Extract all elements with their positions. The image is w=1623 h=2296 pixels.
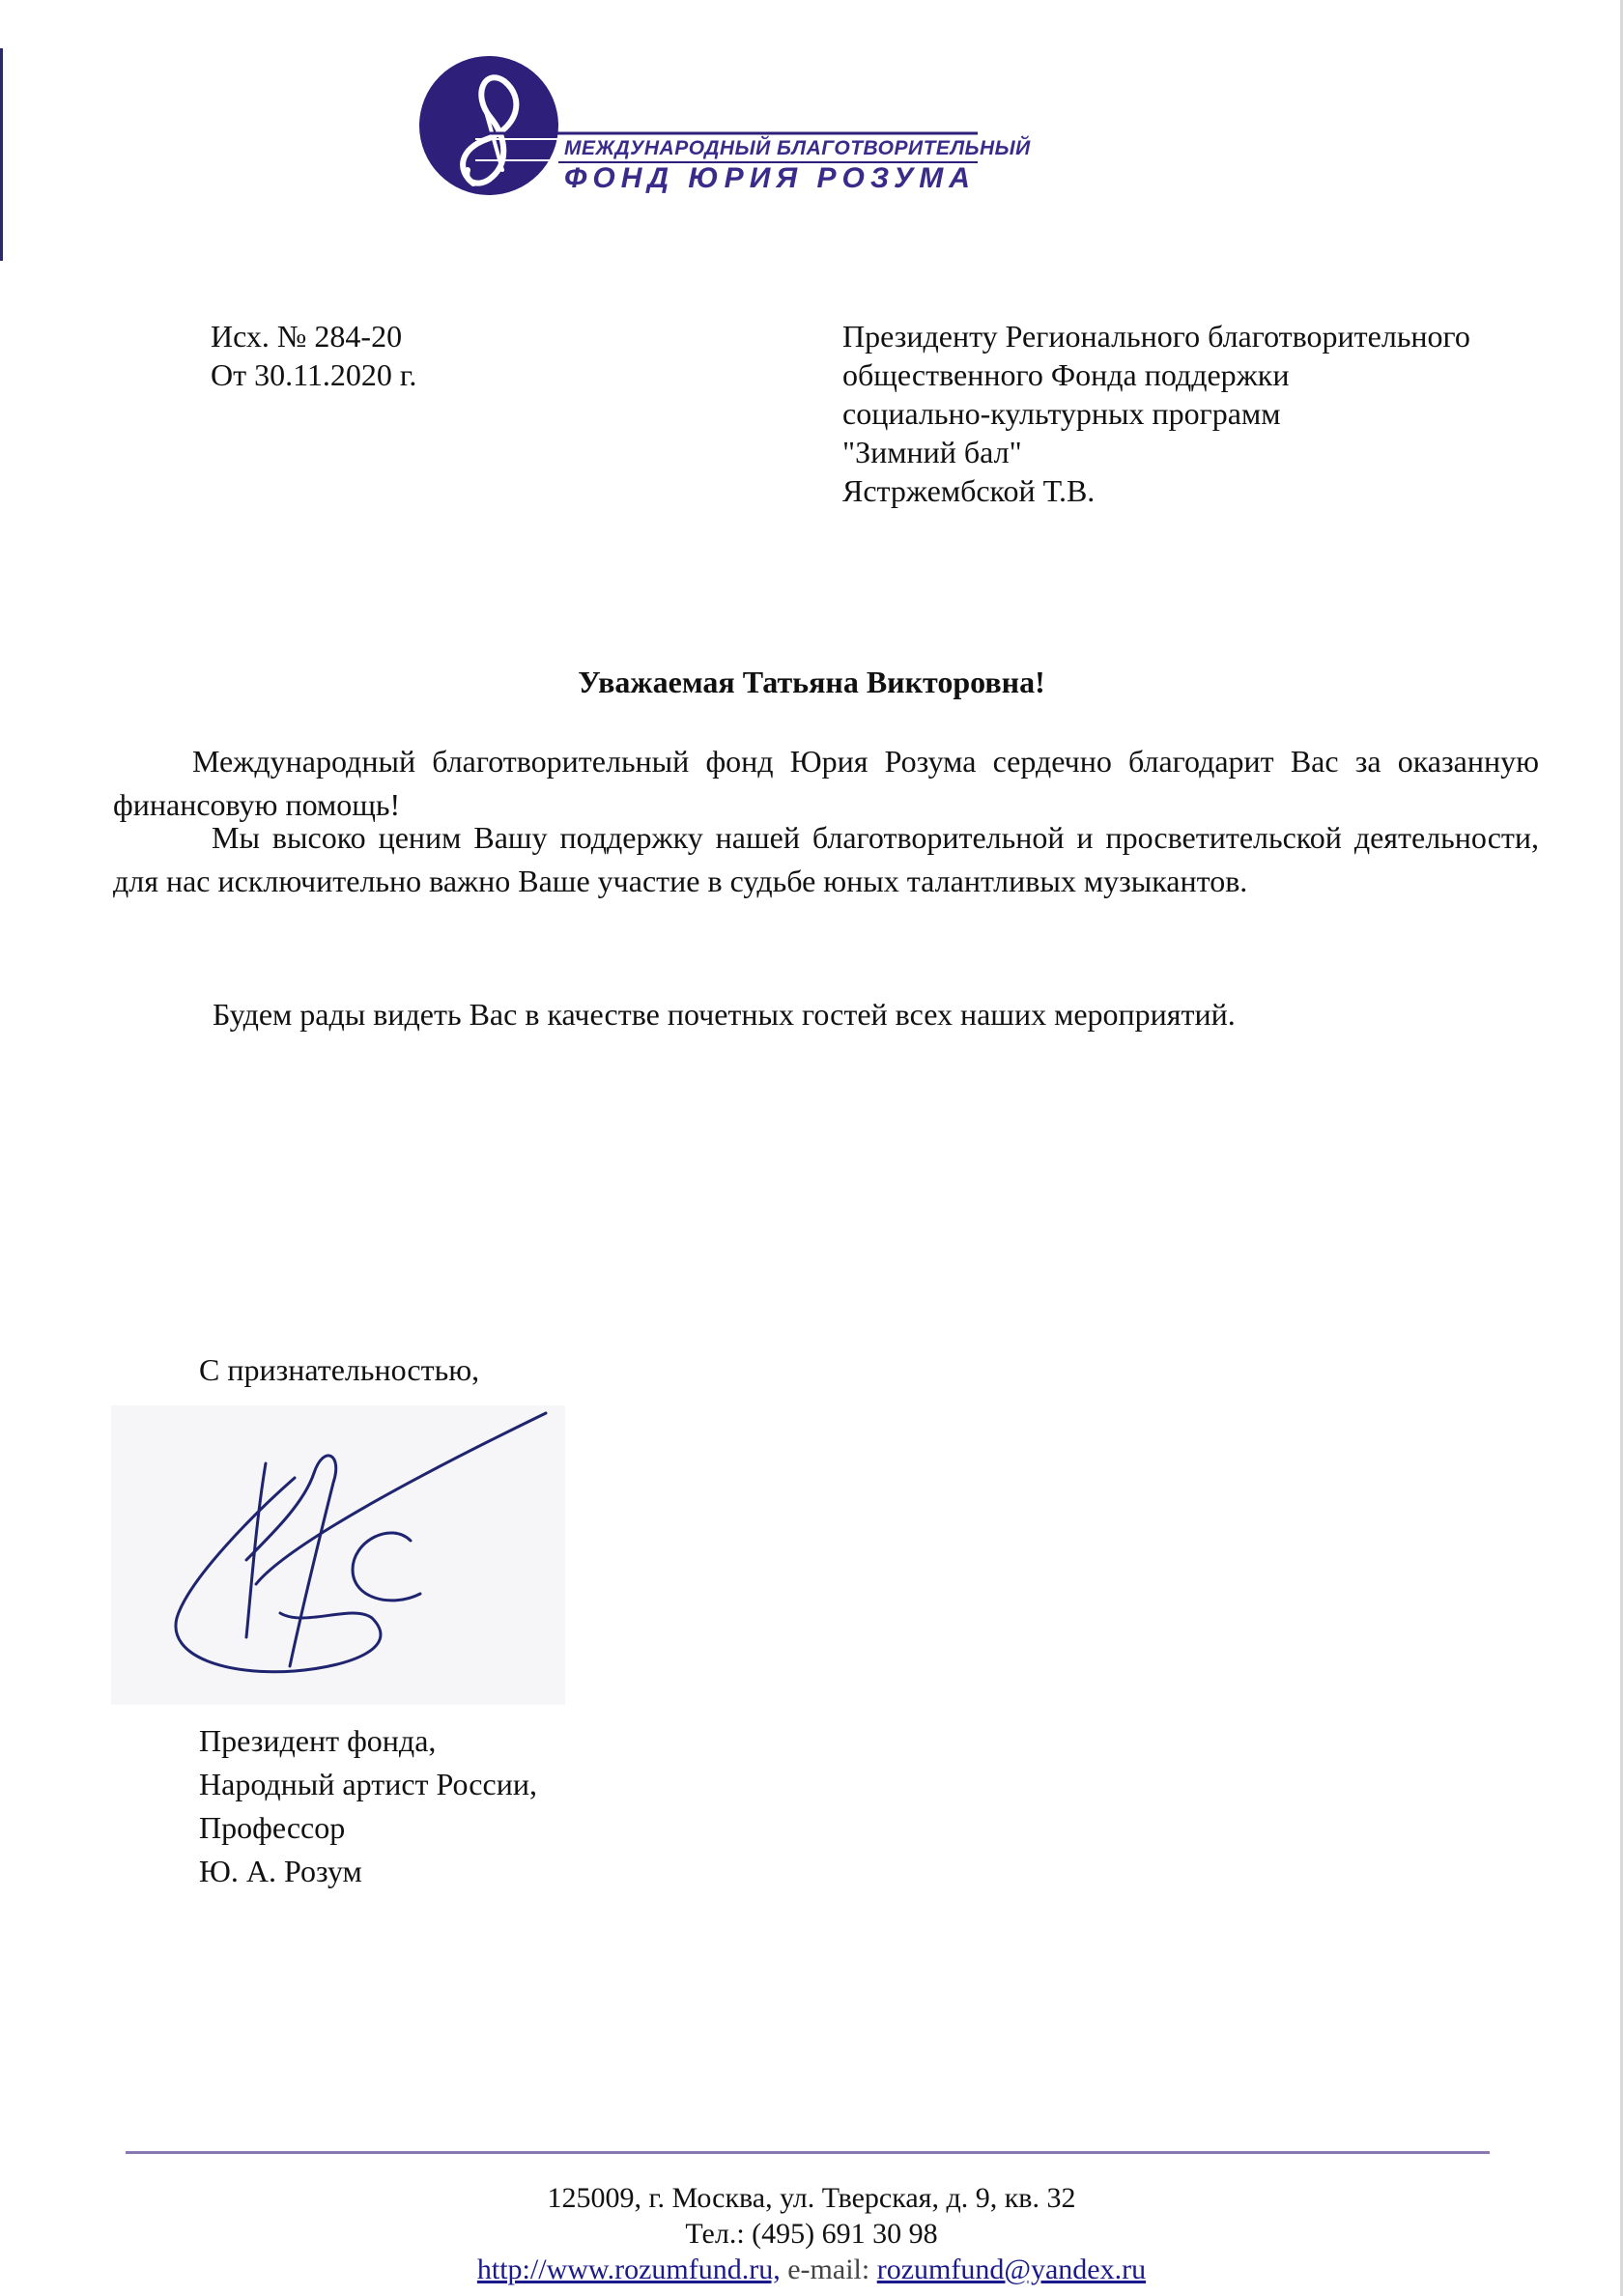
addressee-line: социально-культурных программ <box>842 396 1281 431</box>
outgoing-reference <box>211 317 416 394</box>
addressee-line: Президенту Регионального благотворительного <box>842 319 1470 354</box>
website-link[interactable]: http://www.rozumfund.ru, <box>476 2253 781 2285</box>
body-paragraph-3: Будем рады видеть Вас в качестве почетных гостей всех наших мероприятий. <box>213 997 1236 1032</box>
signer-line: Профессор <box>199 1810 346 1845</box>
reference-date: От 30.11.2020 г. <box>211 357 417 392</box>
page-edge-mark <box>0 48 3 261</box>
handwritten-signature <box>111 1405 565 1705</box>
addressee-line: "Зимний бал" <box>842 435 1022 469</box>
signature-icon <box>111 1405 565 1705</box>
footer-address: 125009, г. Москва, ул. Тверская, д. 9, кв. 32 <box>547 2182 1076 2214</box>
signer-line: Ю. А. Розум <box>199 1854 362 1888</box>
letterhead-line-1: МЕЖДУНАРОДНЫЙ БЛАГОТВОРИТЕЛЬНЫЙ <box>564 137 1031 159</box>
addressee-block <box>842 317 1470 510</box>
letterhead-line-2: ФОНД ЮРИЯ РОЗУМА <box>564 162 976 194</box>
salutation: Уважаемая Татьяна Викторовна! <box>578 665 1045 699</box>
closing-phrase: С признательностью, <box>199 1352 480 1387</box>
email-link[interactable]: rozumfund@yandex.ru <box>876 2253 1147 2285</box>
body-paragraph-1: Международный благотворительный фонд Юрия Розума сердечно благодарит Вас за оказанную финансовую помощь! <box>113 744 1539 822</box>
letterhead-logo <box>417 56 1031 201</box>
reference-number: Исх. № 284-20 <box>211 319 403 354</box>
signer-block <box>199 1719 537 1893</box>
email-label: e-mail: <box>787 2253 870 2285</box>
addressee-line: Ястржембской Т.В. <box>842 473 1096 508</box>
addressee-line: общественного Фонда поддержки <box>842 357 1290 392</box>
signer-line: Народный артист России, <box>199 1767 537 1801</box>
body-paragraph-2: Мы высоко ценим Вашу поддержку нашей благотворительной и просветительской деятельности, для нас исключительно важно Ваше участие в судьбе юных талантливых музыкантов. <box>113 820 1539 898</box>
footer-phone: Тел.: (495) 691 30 98 <box>685 2218 938 2250</box>
footer-divider <box>126 2151 1490 2154</box>
signer-line: Президент фонда, <box>199 1723 437 1758</box>
footer-contacts <box>0 2253 1623 2287</box>
